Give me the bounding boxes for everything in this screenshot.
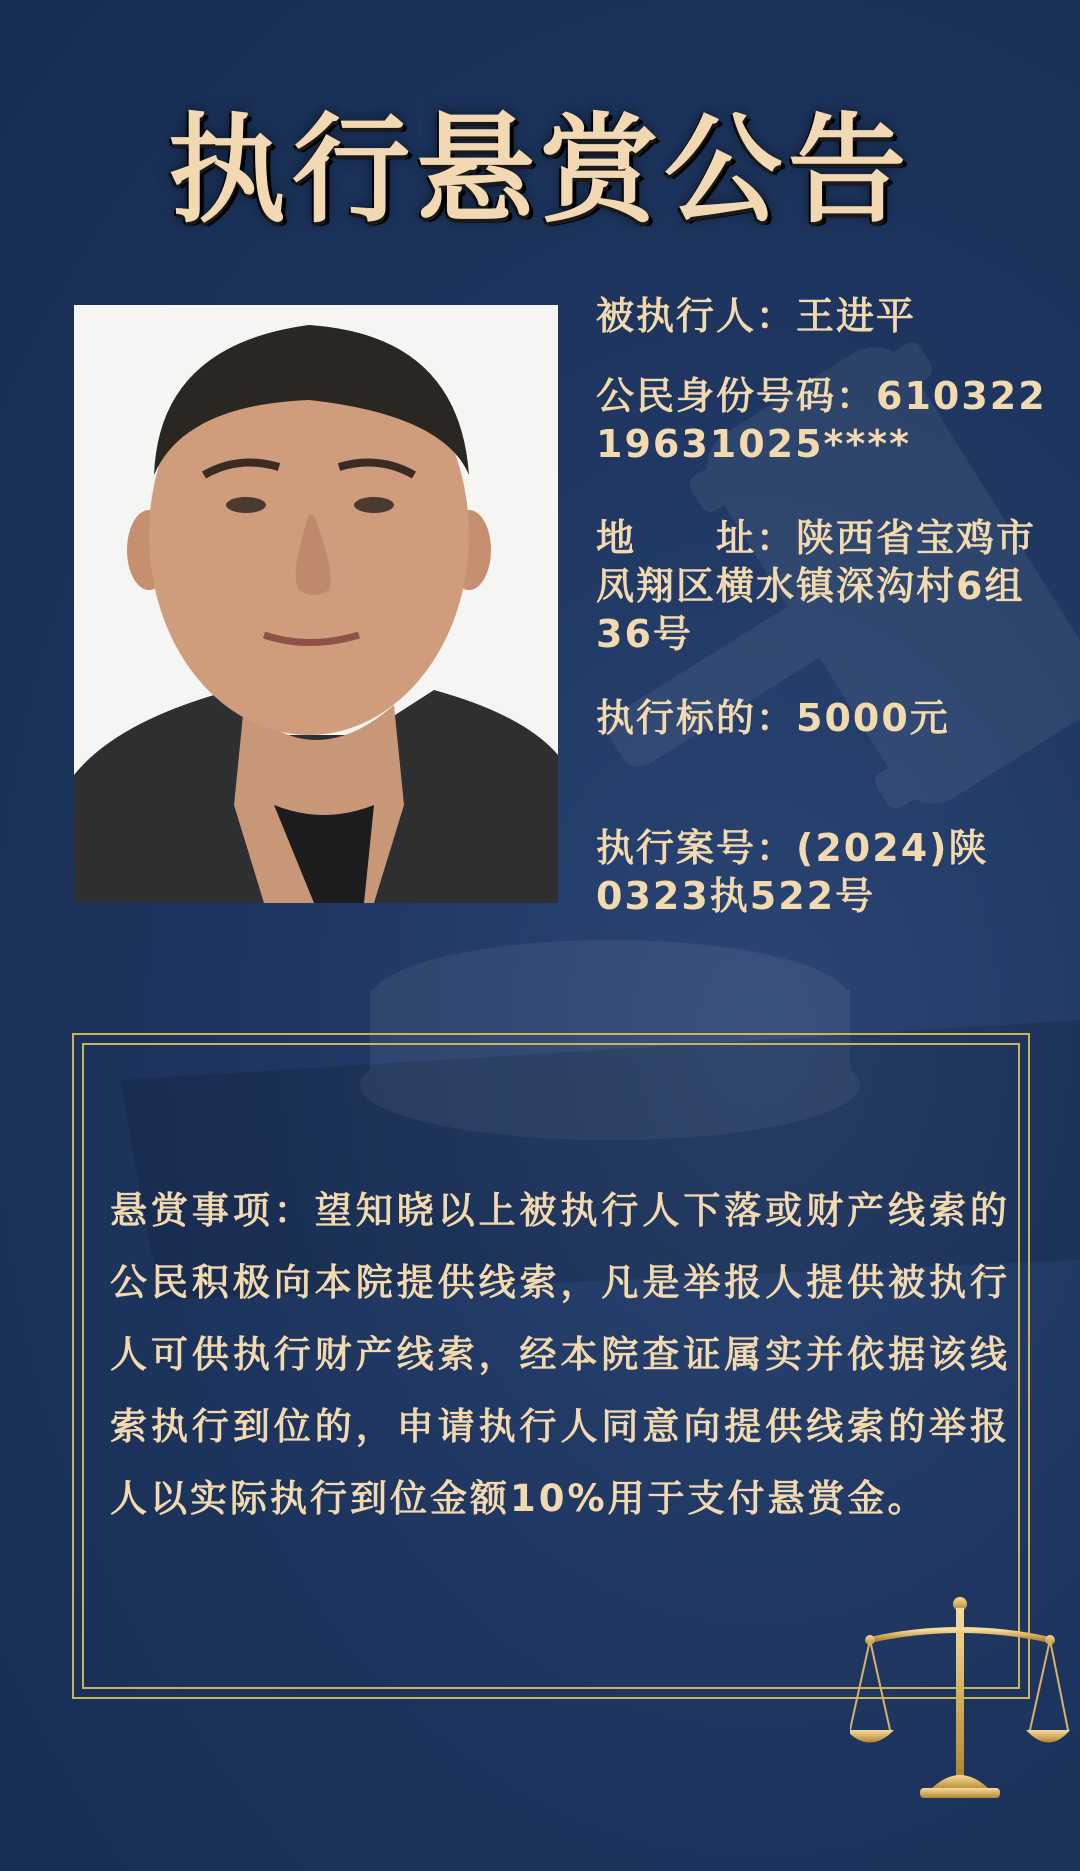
id-number-continued: 19631025**** xyxy=(596,422,912,466)
reward-notice-text: 悬赏事项：望知晓以上被执行人下落或财产线索的公民积极向本院提供线索，凡是举报人提供被执行人可供执行财产线索，经本院查证属实并依据该线索执行到位的，申请执行人同意向提供线索的举报人以实际执行到位金额10%用于支付悬赏金。 xyxy=(110,1189,1010,1520)
scales-of-justice-icon xyxy=(850,1590,1070,1810)
case-number-line: 执行案号：(2024)陕 xyxy=(596,826,989,870)
address-line-2: 凤翔区横水镇深沟村6组 xyxy=(596,564,1025,608)
address-line: 地 址：陕西省宝鸡市 xyxy=(596,516,1037,560)
address-line-3: 36号 xyxy=(596,612,693,656)
case-number-continued: 0323执522号 xyxy=(596,874,876,918)
portrait-image xyxy=(74,305,558,903)
amount-line: 执行标的：5000元 xyxy=(596,696,950,740)
name-line: 被执行人：王进平 xyxy=(596,294,917,338)
suspect-photo xyxy=(74,305,558,903)
id-number-line: 公民身份号码：610322 xyxy=(596,374,1047,418)
page-title: 执行悬赏公告 xyxy=(167,101,912,239)
